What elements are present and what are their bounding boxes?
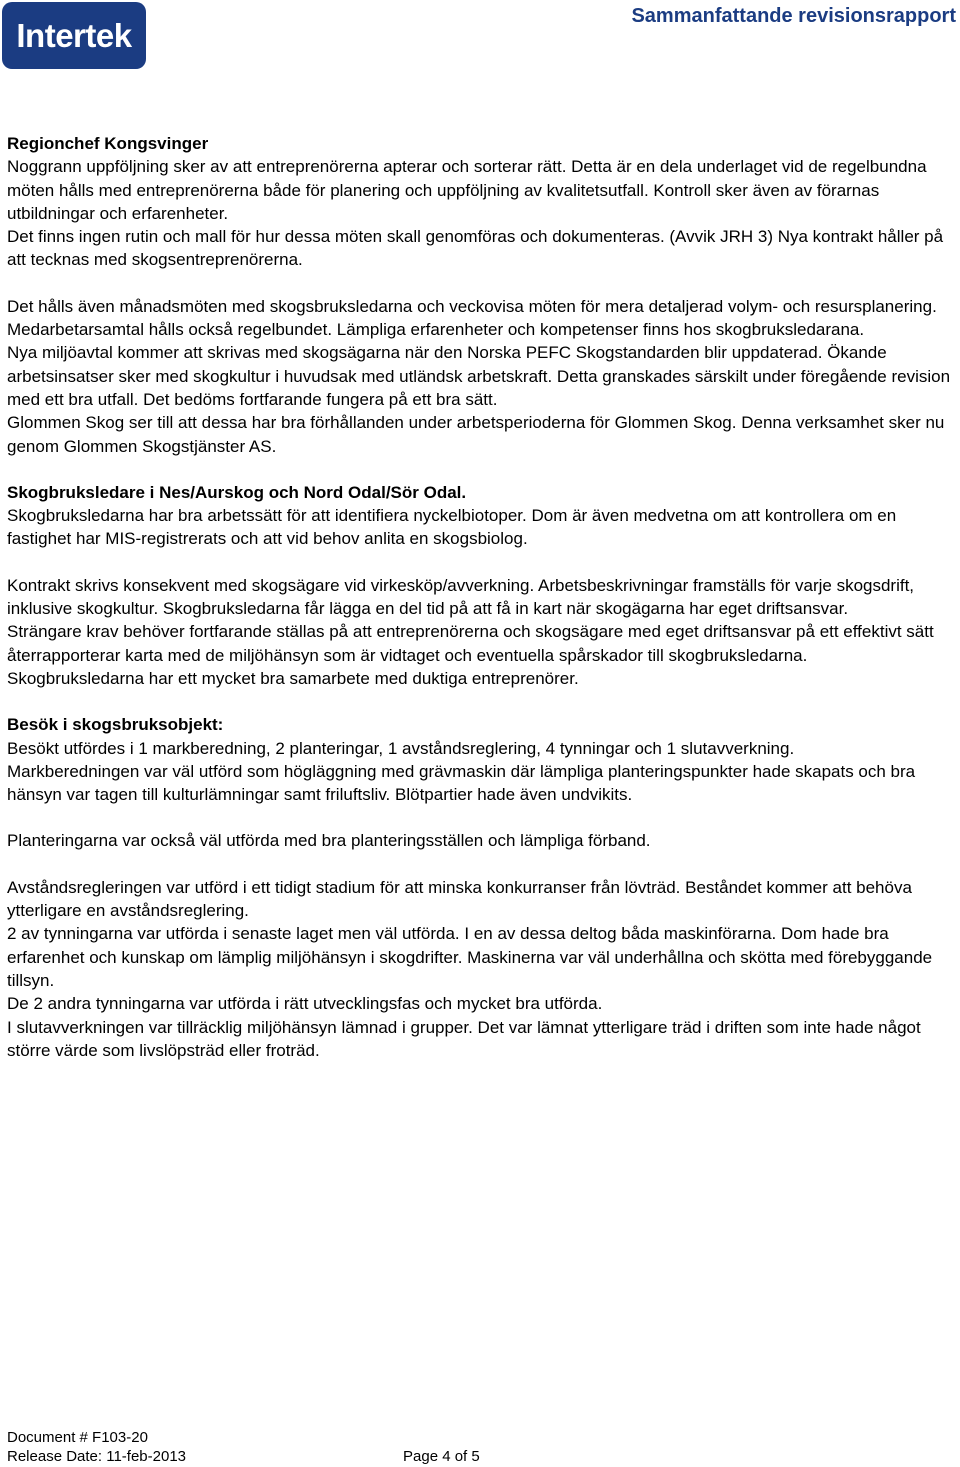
paragraph: Det finns ingen rutin och mall för hur dessa möten skall genomföras och dokumenteras. (Avvik JRH 3) Nya kontrakt håller på att tecknas med skogsentreprenörerna. xyxy=(7,227,944,270)
paragraph: Avståndsregleringen var utförd i ett tidigt stadium för att minska konkurranser från lövträd. Beståndet kommer att behöva ytterligare en avståndsreglering. xyxy=(7,877,912,921)
paragraph: Planteringarna var också väl utförda med bra planteringsställen och lämpliga förband. xyxy=(7,831,651,851)
document-number: Document # F103-20 xyxy=(7,1429,148,1446)
paragraph: Nya miljöavtal kommer att skrivas med skogsägarna när den Norska PEFC Skogstandarden blir uppdaterad. Ökande arbetsinsatser sker med skogkultur i huvudsak med utländsk arbetskraft. Detta granskades särskilt under föregående revision med ett bra utfall. Det bedöms fortfarande fungera på ett bra sätt. xyxy=(7,343,951,409)
logo-text: Intertek xyxy=(16,16,132,54)
intertek-logo xyxy=(2,2,146,69)
section-heading: Besök i skogsbruksobjekt: xyxy=(7,715,224,735)
paragraph: I slutavverkningen var tillräcklig miljöhänsyn lämnad i grupper. Det var lämnat ytterligare träd i driften som inte hade något större värde som livslöpsträd eller froträd. xyxy=(7,1017,921,1060)
paragraph: Kontrakt skrivs konsekvent med skogsägare vid virkesköp/avverkning. Arbetsbeskrivningar framställs för varje skogsdrift, inklusive skogkultur. Skogbruksledarna får lägga en del tid på att få in kart när skogägarna har eget driftsansvar. xyxy=(7,575,915,619)
report-title: Sammanfattande revisionsrapport xyxy=(631,5,956,27)
document-body xyxy=(7,132,957,1062)
paragraph: Det hålls även månadsmöten med skogsbruksledarna och veckovisa möten för mera detaljerad volym- och resursplanering. Medarbetarsamtal hålls också regelbundet. Lämpliga erfarenheter och kompetenser finns hos skogbruksledarana. xyxy=(7,296,937,340)
paragraph: Skogbruksledarna har bra arbetssätt för att identifiera nyckelbiotoper. Dom är även medvetna om att kontrollera om en fastighet har MIS-registrerats och att vid behov anlita en skogsbiolog. xyxy=(7,506,897,549)
paragraph: Markberedningen var väl utförd som högläggning med grävmaskin där lämpliga planteringspunkter hade skapats och bra hänsyn var tagen till kulturlämningar samt friluftsliv. Blötpartier hade även undvikits. xyxy=(7,761,916,805)
paragraph: Besökt utfördes i 1 markberedning, 2 planteringar, 1 avståndsreglering, 4 tynningar och 1 slutavverkning. xyxy=(7,738,795,758)
section-heading: Skogbruksledare i Nes/Aurskog och Nord Odal/Sör Odal. xyxy=(7,482,467,502)
page-footer xyxy=(7,1428,480,1466)
release-date: Release Date: 11-feb-2013 xyxy=(7,1448,187,1465)
paragraph: De 2 andra tynningarna var utförda i rätt utvecklingsfas och mycket bra utförda. xyxy=(7,994,603,1014)
paragraph: 2 av tynningarna var utförda i senaste laget men väl utförda. I en av dessa deltog båda maskinförarna. Dom hade bra erfarenhet och kunskap om lämplig miljöhänsyn i skogdrifter. Maskinerna var väl underhållna och skötta med förebyggande tillsyn. xyxy=(7,924,933,990)
page-number: Page 4 of 5 xyxy=(403,1448,480,1465)
paragraph: Skogbruksledarna har ett mycket bra samarbete med duktiga entreprenörer. xyxy=(7,668,579,688)
section-heading: Regionchef Kongsvinger xyxy=(7,134,209,153)
paragraph: Strängare krav behöver fortfarande ställas på att entreprenörerna och skogsägare med eget driftsansvar på ett effektivt sätt återrapporterar karta med de miljöhänsyn som är vidtaget och eventuella spårskador till skogbruksledarna. xyxy=(7,622,934,665)
paragraph: Noggrann uppföljning sker av att entreprenörerna apterar och sorterar rätt. Detta är en dela underlaget vid de regelbundna möten hålls med entreprenörerna både för planering och uppföljning av kvalitetsutfall. Kontroll sker även av förarnas utbildningar och erfarenheter. xyxy=(7,157,927,223)
paragraph: Glommen Skog ser till att dessa har bra förhållanden under arbetsperioderna för Glommen Skog. Denna verksamhet sker nu genom Glommen Skogstjänster AS. xyxy=(7,413,945,456)
